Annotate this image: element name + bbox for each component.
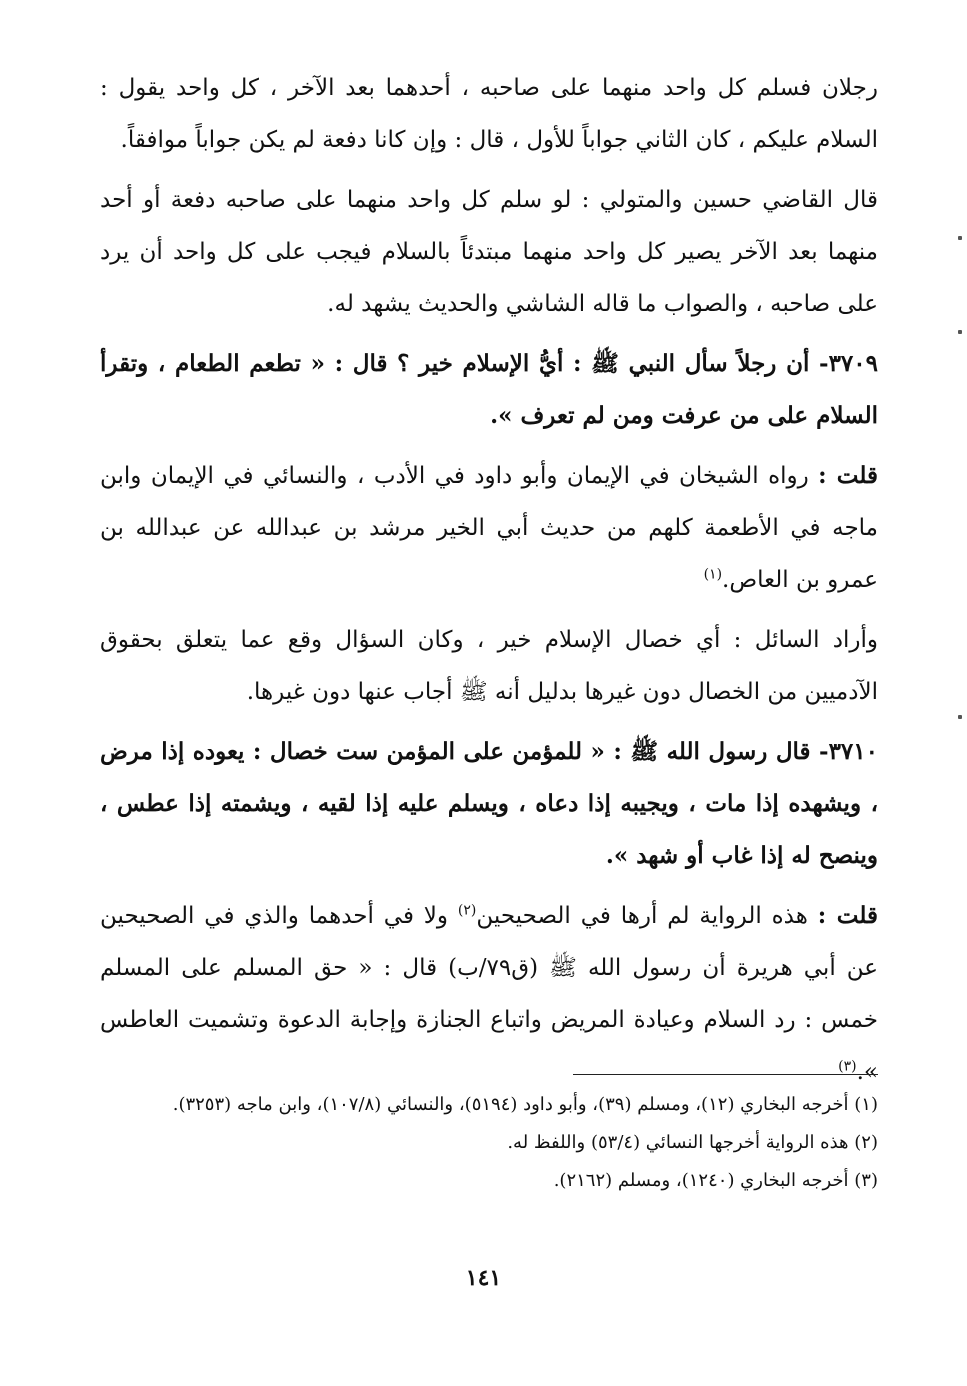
scan-edge-mark [958, 715, 962, 719]
paragraph-text: قال القاضي حسين والمتولي : لو سلم كل واحد منهما على صاحبه دفعة أو أحد منهما بعد الآخر يصير كل واحد منهما مبتدئاً بالسلام فيجب على كل واحد أن يرد على صاحبه ، والصواب ما قاله الشاشي والحديث يشهد له. [100, 187, 878, 317]
paragraph-explanation [100, 614, 878, 718]
commentary-lead: قلت : [817, 902, 878, 929]
footnote-ref-3: (٣) [838, 1058, 857, 1075]
hadith-text: ٣٧١٠- قال رسول الله ﷺ : « للمؤمن على المؤمن ست خصال : يعوده إذا مرض ، ويشهده إذا مات ، ويجيبه إذا دعاه ، ويسلم عليه إذا لقيه ، ويشمته إذا عطس ، وينصح له إذا غاب أو شهد ». [100, 738, 878, 869]
commentary-text: رواه الشيخان في الإيمان وأبو داود في الأدب ، والنسائي في الإيمان وابن ماجه في الأطعمة كلهم من حديث أبي الخير مرشد بن عبدالله عن عبدالله بن عمرو بن العاص. [100, 463, 878, 593]
page-body [100, 62, 878, 1106]
commentary-text: هذه الرواية لم أرها في الصحيحين [476, 903, 818, 929]
footnote-2: (٢) هذه الرواية أخرجها النسائي (٥٣/٤) واللفظ له. [507, 1132, 878, 1153]
footnotes [100, 1088, 878, 1202]
hadith-text: ٣٧٠٩- أن رجلاً سأل النبي ﷺ : أيُّ الإسلام خير ؟ قال : « تطعم الطعام ، وتقرأ السلام على من عرفت ومن لم تعرف ». [100, 350, 878, 429]
commentary-lead: قلت : [818, 462, 878, 489]
page-number: ١٤١ [465, 1265, 502, 1291]
paragraph-2 [100, 174, 878, 330]
paragraph-text: وأراد السائل : أي خصال الإسلام خير ، وكان السؤال وقع عما يتعلق بحقوق الآدميين من الخصال دون غيرها بدليل أنه ﷺ أجاب عنها دون غيرها. [100, 627, 878, 705]
footnote-ref-2: (٢) [457, 902, 477, 919]
footnote-1: (١) أخرجه البخاري (١٢)، ومسلم (٣٩)، وأبو داود (٥١٩٤)، والنسائي (١٠٧/٨)، وابن ماجه (٣٢٥٣). [172, 1094, 878, 1115]
footnote-3: (٣) أخرجه البخاري (١٢٤٠)، ومسلم (٢١٦٢). [553, 1170, 878, 1191]
scan-edge-mark [958, 330, 962, 334]
scan-edge-mark [958, 236, 962, 240]
footnote-ref-1: (١) [703, 566, 723, 583]
footnote-divider [573, 1074, 878, 1075]
hadith-3709 [100, 338, 878, 442]
commentary-text: ولا في أحدهما والذي في الصحيحين عن أبي هريرة أن رسول الله ﷺ (ق٧٩/ب) قال : « حق المسلم على المسلم خمس : رد السلام وعيادة المريض واتباع الجنازة وإجابة الدعوة وتشميت العاطس ». [100, 903, 879, 1085]
paragraph-text: رجلان فسلم كل واحد منهما على صاحبه ، أحدهما بعد الآخر ، كل واحد يقول : السلام عليكم ، كان الثاني جواباً للأول ، قال : وإن كانا دفعة لم يكن جواباً موافقاً. [100, 75, 878, 153]
commentary-3710 [100, 890, 878, 1098]
hadith-3710 [100, 726, 878, 882]
paragraph-1 [100, 62, 878, 166]
commentary-3709 [100, 450, 878, 606]
